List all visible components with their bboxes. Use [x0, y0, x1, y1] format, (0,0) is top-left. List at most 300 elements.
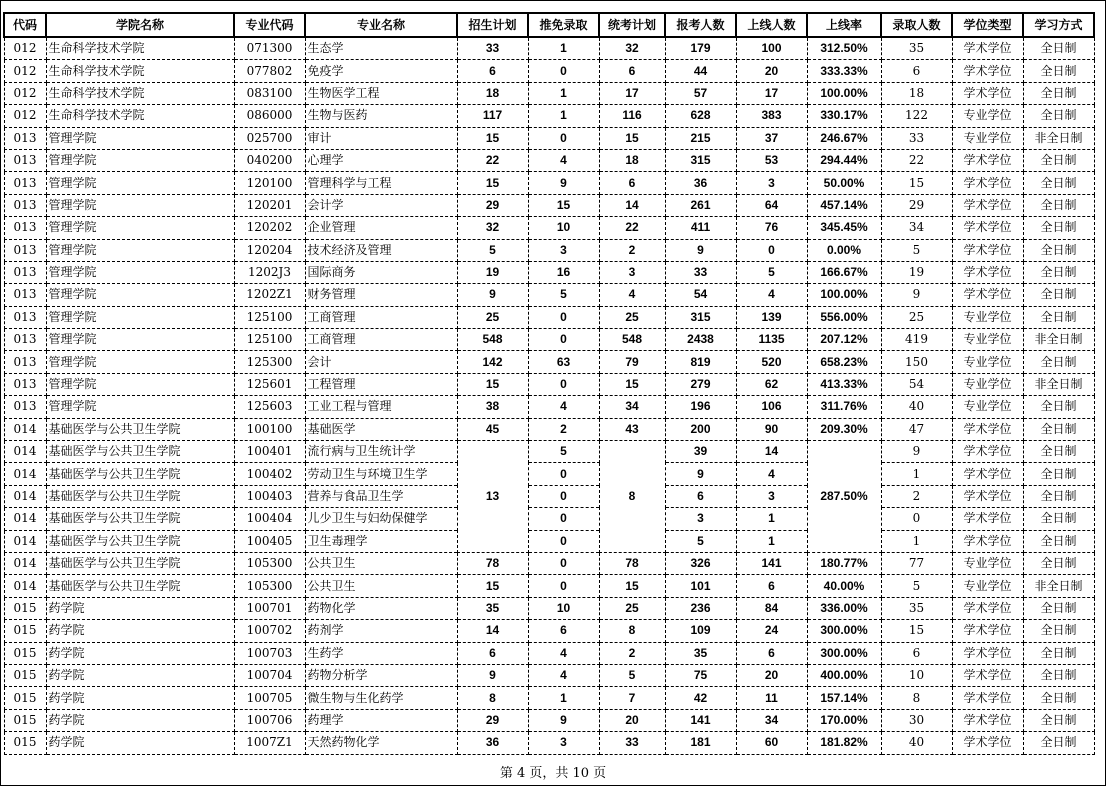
shangxian-cell: 64: [736, 194, 807, 216]
shangxian-cell: 76: [736, 217, 807, 239]
tuimian-cell: 10: [528, 217, 599, 239]
plan-cell: 117: [457, 105, 528, 127]
luqu-cell: 9: [881, 284, 952, 306]
baokao-cell: 215: [665, 127, 736, 149]
plan-cell: 29: [457, 709, 528, 731]
plan-cell: 18: [457, 82, 528, 104]
luqu-cell: 15: [881, 172, 952, 194]
plan-cell: 19: [457, 261, 528, 283]
header-cell: 专业名称: [305, 13, 457, 37]
table-row: [4, 620, 1094, 642]
table-row: [4, 172, 1094, 194]
shangxian-cell: 4: [736, 463, 807, 485]
table-row: [4, 732, 1094, 754]
degree-cell: 学术学位: [952, 508, 1023, 530]
major-cell: 会计学: [305, 194, 457, 216]
table-row: [4, 552, 1094, 574]
mode-cell: 全日制: [1023, 172, 1094, 194]
plan-cell: 9: [457, 284, 528, 306]
plan-cell: 142: [457, 351, 528, 373]
baokao-cell: 101: [665, 575, 736, 597]
table-row: [4, 441, 1094, 463]
luqu-cell: 5: [881, 239, 952, 261]
tuimian-cell: 5: [528, 441, 599, 463]
degree-cell: 专业学位: [952, 127, 1023, 149]
rate-cell: 166.67%: [807, 261, 881, 283]
major-code-cell: 120201: [234, 194, 305, 216]
shangxian-cell: 3: [736, 485, 807, 507]
college-cell: 基础医学与公共卫生学院: [46, 575, 234, 597]
shangxian-cell: 6: [736, 642, 807, 664]
degree-cell: 学术学位: [952, 732, 1023, 754]
major-cell: 管理科学与工程: [305, 172, 457, 194]
plan-cell: 8: [457, 687, 528, 709]
table-row: [4, 642, 1094, 664]
header-cell: 学习方式: [1023, 13, 1094, 37]
baokao-cell: 44: [665, 60, 736, 82]
degree-cell: 学术学位: [952, 149, 1023, 171]
tuimian-cell: 6: [528, 620, 599, 642]
tuimian-cell: 0: [528, 530, 599, 552]
rate-cell: 181.82%: [807, 732, 881, 754]
college-cell: 基础医学与公共卫生学院: [46, 485, 234, 507]
tongkao-cell: 34: [599, 396, 665, 418]
college-cell: 生命科学技术学院: [46, 82, 234, 104]
tuimian-cell: 9: [528, 172, 599, 194]
code-cell: 013: [4, 329, 46, 351]
shangxian-cell: 1: [736, 508, 807, 530]
tongkao-cell: 22: [599, 217, 665, 239]
code-cell: 014: [4, 441, 46, 463]
header-cell: 学院名称: [46, 13, 234, 37]
shangxian-cell: 6: [736, 575, 807, 597]
degree-cell: 学术学位: [952, 82, 1023, 104]
college-cell: 管理学院: [46, 351, 234, 373]
major-code-cell: 120202: [234, 217, 305, 239]
table-row: [4, 37, 1094, 60]
degree-cell: 专业学位: [952, 105, 1023, 127]
degree-cell: 学术学位: [952, 530, 1023, 552]
code-cell: 013: [4, 172, 46, 194]
tuimian-cell: 0: [528, 463, 599, 485]
mode-cell: 全日制: [1023, 485, 1094, 507]
mode-cell: 全日制: [1023, 284, 1094, 306]
mode-cell: 全日制: [1023, 82, 1094, 104]
code-cell: 013: [4, 373, 46, 395]
luqu-cell: 1: [881, 530, 952, 552]
luqu-cell: 5: [881, 575, 952, 597]
header-cell: 录取人数: [881, 13, 952, 37]
plan-cell: 36: [457, 732, 528, 754]
table-row: [4, 709, 1094, 731]
table-row: [4, 217, 1094, 239]
college-cell: 基础医学与公共卫生学院: [46, 552, 234, 574]
college-cell: 管理学院: [46, 194, 234, 216]
mode-cell: 全日制: [1023, 508, 1094, 530]
mode-cell: 全日制: [1023, 642, 1094, 664]
luqu-cell: 22: [881, 149, 952, 171]
admissions-table: [3, 12, 1095, 755]
tongkao-cell: 32: [599, 37, 665, 60]
luqu-cell: 10: [881, 664, 952, 686]
college-cell: 药学院: [46, 597, 234, 619]
college-cell: 管理学院: [46, 396, 234, 418]
tongkao-cell: 3: [599, 261, 665, 283]
code-cell: 015: [4, 664, 46, 686]
code-cell: 014: [4, 552, 46, 574]
header-cell: 统考计划: [599, 13, 665, 37]
degree-cell: 专业学位: [952, 396, 1023, 418]
degree-cell: 学术学位: [952, 597, 1023, 619]
luqu-cell: 0: [881, 508, 952, 530]
major-code-cell: 1202J3: [234, 261, 305, 283]
shangxian-cell: 5: [736, 261, 807, 283]
tuimian-cell: 0: [528, 127, 599, 149]
major-cell: 劳动卫生与环境卫生学: [305, 463, 457, 485]
mode-cell: 全日制: [1023, 664, 1094, 686]
tuimian-cell: 1: [528, 687, 599, 709]
major-cell: 生药学: [305, 642, 457, 664]
mode-cell: 全日制: [1023, 552, 1094, 574]
baokao-cell: 9: [665, 463, 736, 485]
major-cell: 天然药物化学: [305, 732, 457, 754]
shangxian-cell: 1135: [736, 329, 807, 351]
tongkao-cell: 25: [599, 597, 665, 619]
mode-cell: 全日制: [1023, 105, 1094, 127]
plan-cell: 6: [457, 642, 528, 664]
luqu-cell: 40: [881, 396, 952, 418]
table-row: [4, 329, 1094, 351]
baokao-cell: 3: [665, 508, 736, 530]
college-cell: 基础医学与公共卫生学院: [46, 508, 234, 530]
code-cell: 014: [4, 508, 46, 530]
degree-cell: 学术学位: [952, 172, 1023, 194]
luqu-cell: 1: [881, 463, 952, 485]
luqu-cell: 47: [881, 418, 952, 440]
tongkao-cell: 15: [599, 373, 665, 395]
baokao-cell: 6: [665, 485, 736, 507]
shangxian-cell: 1: [736, 530, 807, 552]
plan-cell: 38: [457, 396, 528, 418]
baokao-cell: 819: [665, 351, 736, 373]
tuimian-cell: 2: [528, 418, 599, 440]
baokao-cell: 42: [665, 687, 736, 709]
mode-cell: 全日制: [1023, 687, 1094, 709]
shangxian-cell: 520: [736, 351, 807, 373]
table-row: [4, 575, 1094, 597]
major-code-cell: 125300: [234, 351, 305, 373]
tongkao-cell: 14: [599, 194, 665, 216]
major-code-cell: 071300: [234, 37, 305, 60]
luqu-cell: 9: [881, 441, 952, 463]
table-row: [4, 508, 1094, 530]
rate-cell: 330.17%: [807, 105, 881, 127]
luqu-cell: 150: [881, 351, 952, 373]
plan-cell: 6: [457, 60, 528, 82]
code-cell: 015: [4, 709, 46, 731]
degree-cell: 学术学位: [952, 261, 1023, 283]
rate-cell: 336.00%: [807, 597, 881, 619]
baokao-cell: 200: [665, 418, 736, 440]
rate-cell: 209.30%: [807, 418, 881, 440]
table-row: [4, 261, 1094, 283]
tuimian-cell: 0: [528, 329, 599, 351]
baokao-cell: 315: [665, 306, 736, 328]
mode-cell: 非全日制: [1023, 329, 1094, 351]
plan-cell: 15: [457, 575, 528, 597]
tongkao-cell: 43: [599, 418, 665, 440]
major-code-cell: 100100: [234, 418, 305, 440]
code-cell: 012: [4, 82, 46, 104]
major-code-cell: 125100: [234, 329, 305, 351]
plan-cell: 9: [457, 664, 528, 686]
code-cell: 014: [4, 530, 46, 552]
major-cell: 药物分析学: [305, 664, 457, 686]
tuimian-cell: 9: [528, 709, 599, 731]
shangxian-cell: 100: [736, 37, 807, 60]
code-cell: 015: [4, 597, 46, 619]
baokao-cell: 54: [665, 284, 736, 306]
code-cell: 012: [4, 37, 46, 60]
table-row: [4, 418, 1094, 440]
mode-cell: 全日制: [1023, 597, 1094, 619]
mode-cell: 非全日制: [1023, 127, 1094, 149]
rate-cell: 300.00%: [807, 620, 881, 642]
major-code-cell: 086000: [234, 105, 305, 127]
rate-cell: 345.45%: [807, 217, 881, 239]
degree-cell: 专业学位: [952, 575, 1023, 597]
tongkao-cell: 8: [599, 620, 665, 642]
table-row: [4, 284, 1094, 306]
baokao-cell: 141: [665, 709, 736, 731]
mode-cell: 全日制: [1023, 37, 1094, 60]
tuimian-cell: 4: [528, 396, 599, 418]
major-cell: 国际商务: [305, 261, 457, 283]
degree-cell: 学术学位: [952, 642, 1023, 664]
tuimian-cell: 4: [528, 149, 599, 171]
table-body: [4, 37, 1094, 754]
major-code-cell: 100404: [234, 508, 305, 530]
tongkao-cell: 17: [599, 82, 665, 104]
degree-cell: 专业学位: [952, 329, 1023, 351]
mode-cell: 全日制: [1023, 530, 1094, 552]
degree-cell: 学术学位: [952, 709, 1023, 731]
major-cell: 企业管理: [305, 217, 457, 239]
rate-cell: 100.00%: [807, 284, 881, 306]
plan-cell: 15: [457, 373, 528, 395]
luqu-cell: 77: [881, 552, 952, 574]
luqu-cell: 122: [881, 105, 952, 127]
shangxian-cell: 20: [736, 664, 807, 686]
luqu-cell: 30: [881, 709, 952, 731]
major-code-cell: 083100: [234, 82, 305, 104]
table-row: [4, 530, 1094, 552]
shangxian-cell: 106: [736, 396, 807, 418]
tongkao-cell: 15: [599, 127, 665, 149]
college-cell: 药学院: [46, 732, 234, 754]
shangxian-cell: 0: [736, 239, 807, 261]
luqu-cell: 2: [881, 485, 952, 507]
tuimian-cell: 0: [528, 552, 599, 574]
major-code-cell: 1007Z1: [234, 732, 305, 754]
table-row: [4, 351, 1094, 373]
major-code-cell: 125603: [234, 396, 305, 418]
plan-cell: 13: [457, 441, 528, 553]
code-cell: 014: [4, 463, 46, 485]
table-row: [4, 60, 1094, 82]
rate-cell: 333.33%: [807, 60, 881, 82]
major-code-cell: 120204: [234, 239, 305, 261]
college-cell: 药学院: [46, 620, 234, 642]
shangxian-cell: 141: [736, 552, 807, 574]
baokao-cell: 279: [665, 373, 736, 395]
shangxian-cell: 4: [736, 284, 807, 306]
major-code-cell: 100703: [234, 642, 305, 664]
major-cell: 生物与医药: [305, 105, 457, 127]
code-cell: 013: [4, 127, 46, 149]
shangxian-cell: 60: [736, 732, 807, 754]
major-cell: 生物医学工程: [305, 82, 457, 104]
major-cell: 卫生毒理学: [305, 530, 457, 552]
code-cell: 015: [4, 687, 46, 709]
header-cell: 专业代码: [234, 13, 305, 37]
tuimian-cell: 0: [528, 575, 599, 597]
luqu-cell: 29: [881, 194, 952, 216]
luqu-cell: 19: [881, 261, 952, 283]
major-code-cell: 100402: [234, 463, 305, 485]
tuimian-cell: 1: [528, 82, 599, 104]
college-cell: 基础医学与公共卫生学院: [46, 418, 234, 440]
rate-cell: 312.50%: [807, 37, 881, 60]
table-row: [4, 463, 1094, 485]
mode-cell: 全日制: [1023, 709, 1094, 731]
rate-cell: 50.00%: [807, 172, 881, 194]
college-cell: 生命科学技术学院: [46, 105, 234, 127]
degree-cell: 学术学位: [952, 485, 1023, 507]
major-cell: 药剂学: [305, 620, 457, 642]
mode-cell: 全日制: [1023, 217, 1094, 239]
degree-cell: 学术学位: [952, 418, 1023, 440]
header-cell: 招生计划: [457, 13, 528, 37]
major-cell: 微生物与生化药学: [305, 687, 457, 709]
college-cell: 管理学院: [46, 373, 234, 395]
mode-cell: 全日制: [1023, 620, 1094, 642]
plan-cell: 22: [457, 149, 528, 171]
table-row: [4, 127, 1094, 149]
mode-cell: 全日制: [1023, 261, 1094, 283]
degree-cell: 专业学位: [952, 373, 1023, 395]
luqu-cell: 8: [881, 687, 952, 709]
major-cell: 生态学: [305, 37, 457, 60]
luqu-cell: 35: [881, 597, 952, 619]
major-cell: 营养与食品卫生学: [305, 485, 457, 507]
major-code-cell: 100706: [234, 709, 305, 731]
baokao-cell: 9: [665, 239, 736, 261]
header-cell: 上线率: [807, 13, 881, 37]
baokao-cell: 196: [665, 396, 736, 418]
luqu-cell: 15: [881, 620, 952, 642]
header-cell: 代码: [4, 13, 46, 37]
major-cell: 基础医学: [305, 418, 457, 440]
rate-cell: 157.14%: [807, 687, 881, 709]
major-code-cell: 100701: [234, 597, 305, 619]
plan-cell: 15: [457, 127, 528, 149]
mode-cell: 全日制: [1023, 441, 1094, 463]
rate-cell: 556.00%: [807, 306, 881, 328]
mode-cell: 非全日制: [1023, 575, 1094, 597]
shangxian-cell: 3: [736, 172, 807, 194]
luqu-cell: 33: [881, 127, 952, 149]
shangxian-cell: 53: [736, 149, 807, 171]
tuimian-cell: 1: [528, 105, 599, 127]
baokao-cell: 35: [665, 642, 736, 664]
code-cell: 015: [4, 732, 46, 754]
shangxian-cell: 11: [736, 687, 807, 709]
shangxian-cell: 24: [736, 620, 807, 642]
code-cell: 014: [4, 575, 46, 597]
tongkao-cell: 18: [599, 149, 665, 171]
college-cell: 基础医学与公共卫生学院: [46, 463, 234, 485]
shangxian-cell: 17: [736, 82, 807, 104]
tongkao-cell: 2: [599, 239, 665, 261]
plan-cell: 5: [457, 239, 528, 261]
college-cell: 管理学院: [46, 217, 234, 239]
baokao-cell: 411: [665, 217, 736, 239]
degree-cell: 学术学位: [952, 463, 1023, 485]
plan-cell: 78: [457, 552, 528, 574]
table-row: [4, 306, 1094, 328]
college-cell: 生命科学技术学院: [46, 37, 234, 60]
major-cell: 免疫学: [305, 60, 457, 82]
header-cell: 上线人数: [736, 13, 807, 37]
baokao-cell: 261: [665, 194, 736, 216]
rate-cell: 300.00%: [807, 642, 881, 664]
degree-cell: 学术学位: [952, 664, 1023, 686]
college-cell: 药学院: [46, 664, 234, 686]
tuimian-cell: 0: [528, 373, 599, 395]
shangxian-cell: 34: [736, 709, 807, 731]
table-row: [4, 485, 1094, 507]
mode-cell: 全日制: [1023, 149, 1094, 171]
major-cell: 公共卫生: [305, 575, 457, 597]
tuimian-cell: 1: [528, 37, 599, 60]
tongkao-cell: 15: [599, 575, 665, 597]
code-cell: 012: [4, 105, 46, 127]
college-cell: 管理学院: [46, 329, 234, 351]
tongkao-cell: 78: [599, 552, 665, 574]
degree-cell: 学术学位: [952, 60, 1023, 82]
rate-cell: 457.14%: [807, 194, 881, 216]
major-cell: 儿少卫生与妇幼保健学: [305, 508, 457, 530]
code-cell: 015: [4, 642, 46, 664]
rate-cell: 0.00%: [807, 239, 881, 261]
major-cell: 药理学: [305, 709, 457, 731]
rate-cell: 170.00%: [807, 709, 881, 731]
major-code-cell: 100403: [234, 485, 305, 507]
tongkao-cell: 6: [599, 172, 665, 194]
table-row: [4, 664, 1094, 686]
luqu-cell: 54: [881, 373, 952, 395]
tongkao-cell: 25: [599, 306, 665, 328]
tongkao-cell: 7: [599, 687, 665, 709]
tuimian-cell: 15: [528, 194, 599, 216]
major-code-cell: 100705: [234, 687, 305, 709]
major-cell: 流行病与卫生统计学: [305, 441, 457, 463]
plan-cell: 14: [457, 620, 528, 642]
major-code-cell: 100401: [234, 441, 305, 463]
tongkao-cell: 8: [599, 441, 665, 553]
shangxian-cell: 90: [736, 418, 807, 440]
